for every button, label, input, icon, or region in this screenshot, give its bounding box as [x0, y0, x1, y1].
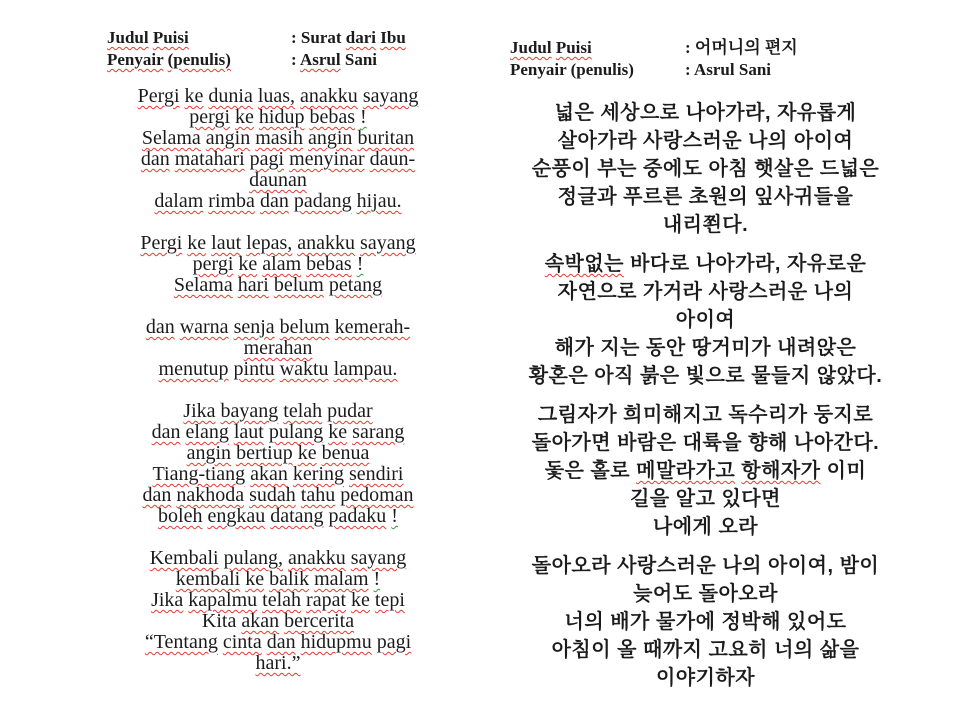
word: pintu [233, 358, 275, 380]
word: ke [297, 442, 317, 464]
word: 나의 [722, 555, 762, 577]
word: 황혼은 [528, 365, 589, 387]
word: 메말라가고 [636, 460, 736, 482]
word: 정박해 [721, 611, 781, 633]
poem-line [483, 485, 928, 513]
poem-line [483, 183, 928, 211]
word: 드넓은 [819, 158, 880, 180]
poem-line [483, 608, 928, 636]
word: ! [391, 505, 398, 527]
word: 너의 [564, 611, 605, 633]
word: : [291, 28, 297, 47]
poem-line [85, 464, 471, 485]
word: 알고 [675, 488, 716, 510]
word: senja [233, 316, 275, 338]
word: telah [283, 400, 323, 422]
word: 내려앉은 [777, 337, 857, 359]
word: dan [151, 421, 181, 443]
word: pulang, [223, 547, 283, 569]
word: 아침 [708, 158, 749, 180]
word: 나아가라, [685, 102, 772, 124]
word: padang [293, 190, 352, 212]
poem-line [483, 401, 928, 429]
word: hari [237, 274, 269, 296]
poem-line [85, 611, 471, 632]
word: sendiri [349, 463, 404, 485]
word: 넓은 [554, 102, 595, 124]
word: : [291, 50, 297, 69]
poem-line [483, 211, 928, 239]
word: luas, [257, 85, 296, 107]
word: dan [266, 631, 296, 653]
word: bertiup [236, 442, 293, 464]
word: 물들지 [751, 365, 811, 387]
word: dalam [154, 190, 204, 212]
word: masih [255, 127, 303, 149]
poem-line [85, 653, 471, 674]
word: 길을 [630, 488, 670, 510]
word: 아이여, [767, 555, 834, 577]
word: telah [262, 589, 302, 611]
word: buritan [357, 127, 415, 149]
word: 독수리가 [728, 404, 808, 426]
word: anakku [300, 85, 358, 107]
word: sayang [350, 547, 407, 569]
poem-line [85, 170, 471, 191]
word: pergi [189, 106, 231, 128]
poem-line [85, 233, 471, 254]
word: belum [279, 316, 330, 338]
word: 나아간다. [793, 432, 880, 454]
word: dan [145, 316, 175, 338]
word: sayang [360, 232, 416, 254]
word: pulang [268, 421, 324, 443]
word: 바다로 [630, 253, 690, 275]
word: 오라 [718, 516, 759, 538]
poem-line [85, 569, 471, 590]
poem-line [85, 359, 471, 380]
word: ! [356, 253, 364, 275]
word: 중에도 [643, 158, 703, 180]
word: anakku [288, 547, 346, 569]
header-value [685, 59, 771, 81]
poem-line [483, 155, 928, 183]
right-poem [483, 99, 928, 703]
poem-line [85, 149, 471, 170]
word: 자유로운 [787, 253, 867, 275]
word: rapat [306, 589, 347, 611]
poem-line [483, 99, 928, 127]
poem-line [483, 306, 928, 334]
poem-line [85, 506, 471, 527]
word: 나에게 [652, 516, 713, 538]
word: dan [140, 148, 170, 170]
word: Puisi [152, 28, 189, 47]
word: Pergi [137, 85, 180, 107]
word: Selama [173, 274, 233, 296]
word: Penyair [107, 50, 164, 69]
left-poem [85, 86, 471, 695]
word: (penulis) [167, 50, 231, 69]
poem-line [85, 548, 471, 569]
word: 순풍이 [531, 158, 592, 180]
poem-line [483, 362, 928, 390]
word: 돌아가면 [531, 432, 612, 454]
right-header [510, 37, 798, 81]
word: Asrul [693, 60, 735, 79]
word: 배가 [610, 611, 650, 633]
poem-line [85, 254, 471, 275]
word: tepi [374, 589, 405, 611]
word: 정글과 [557, 186, 618, 208]
word: 아침이 [551, 639, 612, 661]
word: daun- [369, 148, 416, 170]
word: 초원의 [688, 186, 749, 208]
word: kering [292, 463, 345, 485]
word: padaku [328, 505, 387, 527]
word: ke [187, 232, 207, 254]
word: belum [273, 274, 324, 296]
stanza [85, 86, 471, 212]
word: 이야기하자 [655, 667, 756, 689]
word: lepas, [246, 232, 293, 254]
poem-line [85, 107, 471, 128]
header-label [510, 59, 685, 81]
word: : [685, 60, 691, 79]
word: 아이여 [793, 130, 854, 152]
word: 바람은 [617, 432, 677, 454]
word: Tiang-tiang [152, 463, 246, 485]
word: Selama [141, 127, 201, 149]
poem-line [85, 422, 471, 443]
word: ke [245, 568, 265, 590]
word: menutup [158, 358, 229, 380]
word: Kita [201, 610, 237, 632]
word: 아직 [594, 365, 634, 387]
word: ! [360, 106, 367, 128]
word: Asrul [299, 50, 341, 69]
poem-line [483, 457, 928, 485]
word: pedoman [340, 484, 414, 506]
word: matahari [174, 148, 245, 170]
stanza [85, 317, 471, 380]
word: ke [238, 253, 258, 275]
poem-line [85, 443, 471, 464]
word: 늦어도 [633, 583, 693, 605]
word: ke [184, 85, 204, 107]
word: 아이여 [675, 309, 736, 331]
word: 나의 [813, 281, 854, 303]
word: 동안 [646, 337, 686, 359]
word: Judul [107, 28, 149, 47]
word: pagi [376, 631, 412, 653]
word: laut [211, 232, 242, 254]
header-value [291, 27, 406, 49]
word: 자연으로 [557, 281, 637, 303]
word: ke [235, 106, 254, 128]
word: 않았다. [816, 365, 883, 387]
word: pagi [249, 148, 285, 170]
stanza [85, 548, 471, 674]
stanza [85, 401, 471, 527]
word: 돛은 [544, 460, 585, 482]
word: 사랑스러운 [643, 130, 743, 152]
poem-line [85, 338, 471, 359]
stanza [85, 233, 471, 296]
word: tahu [300, 484, 336, 506]
poem-line [483, 636, 928, 664]
word: 있어도 [787, 611, 847, 633]
word: Jika [151, 589, 184, 611]
header-row [107, 49, 406, 71]
poem-line [85, 485, 471, 506]
left-header [107, 27, 406, 71]
word: Judul [510, 38, 552, 57]
word: sudah [249, 484, 296, 506]
word: petang [328, 274, 383, 296]
word: kemerah- [334, 316, 411, 338]
word: 물가에 [655, 611, 716, 633]
header-value [685, 37, 798, 59]
word: Penyair [510, 60, 567, 79]
word: 푸르른 [623, 186, 683, 208]
header-row [107, 27, 406, 49]
word: 어머니의 [694, 38, 761, 57]
word: waktu [279, 358, 329, 380]
word: angin [205, 127, 251, 149]
poem-line [85, 401, 471, 422]
word: ke [351, 589, 370, 611]
word: 나의 [748, 130, 788, 152]
word: hidupmu [300, 631, 372, 653]
word: 대륙을 [682, 432, 743, 454]
word: laut [233, 421, 264, 443]
word: 이미 [826, 460, 867, 482]
word: sayang [362, 85, 419, 107]
word: “Tentang [144, 631, 218, 653]
word: akan [241, 610, 280, 632]
word: 홀로 [590, 460, 631, 482]
word: 희미해지고 [623, 404, 723, 426]
poem-line [483, 278, 928, 306]
word: sarang [352, 421, 405, 443]
word: 삶을 [819, 639, 860, 661]
word: 땅거미가 [691, 337, 772, 359]
word: 밤이 [839, 555, 880, 577]
word: dan [259, 190, 289, 212]
word: Pergi [140, 232, 183, 254]
header-row [510, 59, 798, 81]
stanza [483, 250, 928, 390]
word: anakku [297, 232, 356, 254]
word: 나아가라, [695, 253, 781, 275]
word: 붉은 [639, 365, 680, 387]
poem-line [483, 580, 928, 608]
word: angin [186, 442, 232, 464]
word: ke [328, 421, 348, 443]
word: dan [142, 484, 172, 506]
word: 잎사귀들을 [754, 186, 854, 208]
poem-line [483, 429, 928, 457]
word: hidup [258, 106, 305, 128]
word: 올 [617, 639, 637, 661]
word: 사랑스러운 [708, 281, 808, 303]
poem-line [85, 86, 471, 107]
word: kapalmu [188, 589, 258, 611]
word: 속박없는 [544, 253, 624, 275]
header-value [291, 49, 377, 71]
poem-line [483, 334, 928, 362]
word: 해가 [554, 337, 595, 359]
word: warna [179, 316, 229, 338]
poem-line [483, 250, 928, 278]
word: Ibu [380, 28, 406, 47]
word: pudar [327, 400, 373, 422]
word: 둥지로 [813, 404, 874, 426]
word: 내리쬔다. [662, 214, 749, 236]
poem-line [483, 664, 928, 692]
word: menyinar [289, 148, 365, 170]
word: bebas [309, 106, 356, 128]
word: Kembali [149, 547, 219, 569]
word: pergi [192, 253, 234, 275]
word: alam [262, 253, 302, 275]
word: angin [308, 127, 353, 149]
word: 가거라 [643, 281, 703, 303]
word: Surat [300, 28, 342, 47]
word: 햇살은 [754, 158, 814, 180]
word: 지는 [600, 337, 640, 359]
word: bercerita [284, 610, 355, 632]
word: : [685, 38, 691, 57]
word: 세상으로 [600, 102, 680, 124]
word: merahan [243, 337, 313, 359]
word: Sani [738, 60, 771, 79]
word: 살아가라 [557, 130, 637, 152]
word: elang [185, 421, 229, 443]
word: hijau. [356, 190, 402, 212]
word: Puisi [555, 38, 592, 57]
poem-line [85, 632, 471, 653]
word: 때까지 [643, 639, 703, 661]
word: 빛으로 [685, 365, 746, 387]
word: kembali [175, 568, 241, 590]
word: 너의 [774, 639, 814, 661]
word: 돌아오라 [698, 583, 778, 605]
poem-line [85, 128, 471, 149]
word: 자유롭게 [777, 102, 857, 124]
word: dari [345, 28, 377, 47]
word: 사랑스러운 [617, 555, 717, 577]
word: 고요히 [708, 639, 768, 661]
poem-line [483, 513, 928, 541]
word: cinta [222, 631, 262, 653]
word: 부는 [597, 158, 637, 180]
poem-line [85, 590, 471, 611]
header-label [510, 37, 685, 59]
word: boleh [158, 505, 203, 527]
poem-line [483, 552, 928, 580]
header-label [107, 27, 291, 49]
word: ! [373, 568, 381, 590]
word: 항해자가 [741, 460, 821, 482]
header-label [107, 49, 291, 71]
word: balik [269, 568, 310, 590]
word: Jika [183, 400, 216, 422]
poem-line [85, 317, 471, 338]
word: hari.” [255, 652, 301, 674]
poem-line [85, 275, 471, 296]
word: Sani [344, 50, 377, 69]
word: malam [314, 568, 369, 590]
word: 편지 [764, 38, 798, 57]
word: rimba [208, 190, 255, 212]
word: (penulis) [570, 60, 634, 79]
header-row [510, 37, 798, 59]
stanza [483, 99, 928, 239]
poem-line [85, 191, 471, 212]
word: 향해 [748, 432, 788, 454]
word: dunia [208, 85, 253, 107]
word: 그림자가 [537, 404, 618, 426]
word: akan [250, 463, 288, 485]
word: datang [270, 505, 324, 527]
word: bayang [220, 400, 279, 422]
word: benua [321, 442, 370, 464]
word: lampau. [333, 358, 398, 380]
word: daunan [249, 169, 307, 191]
word: 돌아오라 [531, 555, 612, 577]
word: bebas [306, 253, 352, 275]
poem-line [483, 127, 928, 155]
stanza [483, 552, 928, 692]
word: 있다면 [721, 488, 781, 510]
word: engkau [207, 505, 266, 527]
word: nakhoda [176, 484, 245, 506]
stanza [483, 401, 928, 541]
